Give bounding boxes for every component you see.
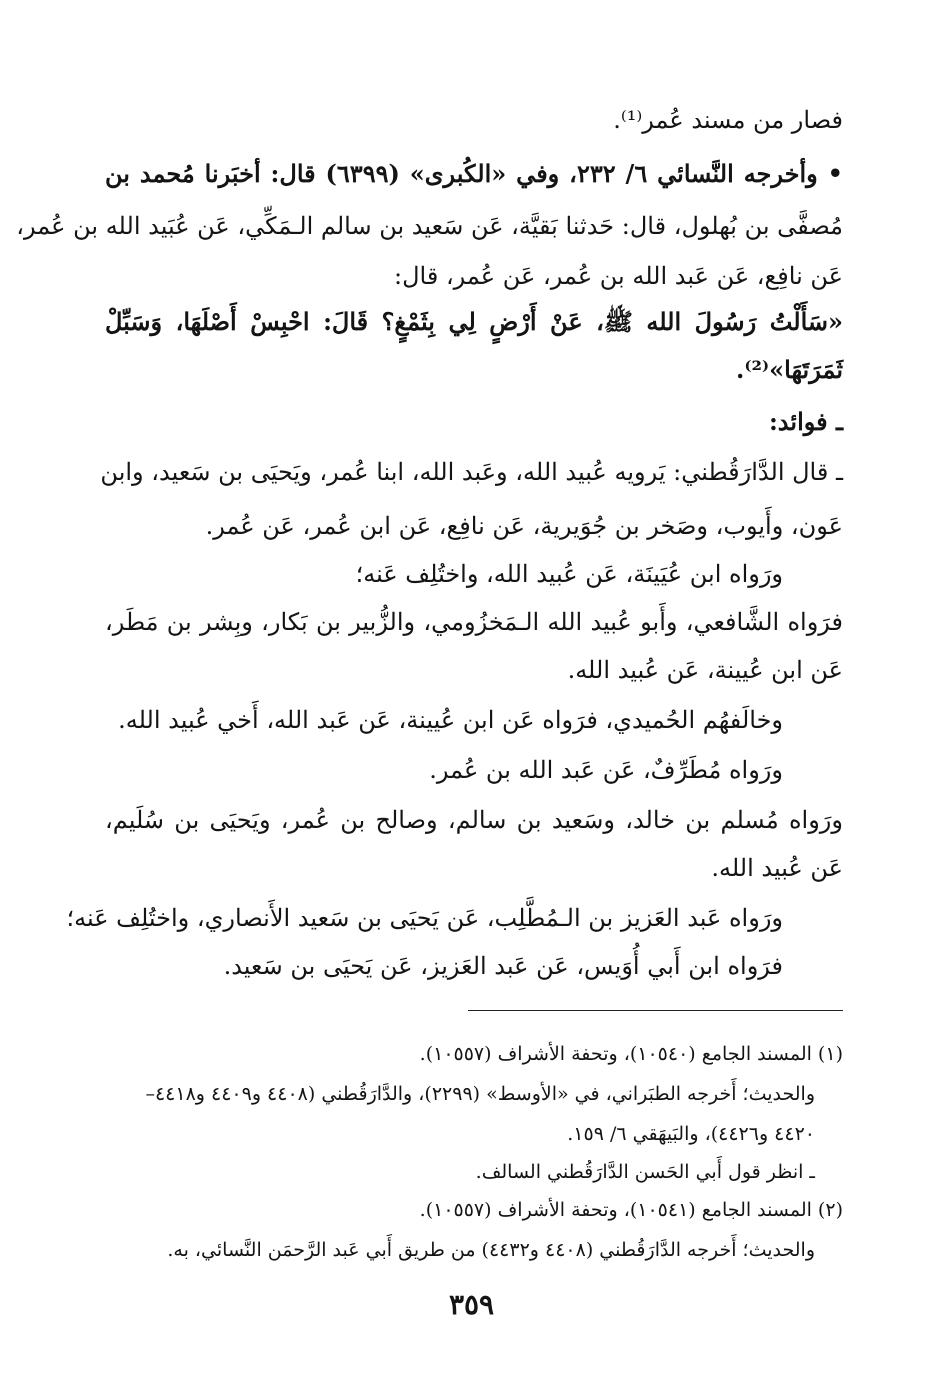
footnote-line: ٤٤٢٠ و٤٤٢٦)، والبَيهَقي ٦/ ١٥٩. [567,1123,815,1145]
footnote-line: (٢) المسند الجامع (١٠٥٤١)، وتحفة الأشراف (١٠٥٥٧). [419,1199,843,1221]
text-line: عَن ابن عُيينة، عَن عُبيد الله. [567,656,843,684]
text-line: عَن نافِع، عَن عَبد الله بن عُمر، عَن عُمر، قال: [394,262,843,290]
text-line: عَن عُبيد الله. [711,854,843,882]
text-line: فصار من مسند عُمر⁽¹⁾. [613,106,843,134]
section-heading: ـ فوائد: [768,407,843,436]
text-line: فرَواه ابن أَبي أُوَيس، عَن عَبد العَزيز، عَن يَحيَى بن سَعيد. [223,952,783,980]
text-line: ورَواه مُطَرِّفٌ، عَن عَبد الله بن عُمر. [429,756,783,784]
text-line: عَون، وأَيوب، وصَخر بن جُوَيرية، عَن نافِع، عَن ابن عُمر، عَن عُمر. [205,512,843,540]
text-line: • وأخرجه النَّسائي ٦/ ٢٣٢، وفي «الكُبرى» (٦٣٩٩) قال: أخبَرنا مُحمد بن [105,159,843,188]
hadith-text-line: ثَمَرَتَهَا»⁽²⁾. [735,355,843,384]
footnote-line: ـ انظر قول أَبي الحَسن الدَّارَقُطني السالف. [475,1161,815,1183]
text-line: ورَواه عَبد العَزيز بن الـمُطَّلِب، عَن يَحيَى بن سَعيد الأَنصاري، واختُلِف عَنه؛ [66,904,783,932]
text-line: مُصفَّى بن بُهلول، قال: حَدثنا بَقيَّة، عَن سَعيد بن سالم الـمَكِّي، عَن عُبَيد الله بن عُمر، [16,212,843,240]
text-line: فرَواه الشَّافعي، وأَبو عُبيد الله الـمَخزُومي، والزُّبير بن بَكار، وبِشر بن مَطَر، [105,608,843,636]
footnote-line: والحديث؛ أَخرجه الدَّارَقُطني (٤٤٠٨ و٤٤٣٢) من طريق أَبي عَبد الرَّحمَن النَّسائي، به. [167,1239,815,1261]
text-line: ورَواه مُسلم بن خالد، وسَعيد بن سالم، وصالح بن عُمر، ويَحيَى بن سُلَيم، [105,806,843,834]
text-line: وخالَفهُم الحُميدي، فرَواه عَن ابن عُيينة، عَن عَبد الله، أَخي عُبيد الله. [118,706,783,734]
footnote-line: والحديث؛ أَخرجه الطبَراني، في «الأوسط» (٢٢٩٩)، والدَّارَقُطني (٤٤٠٨ و٤٤٠٩ و٤٤١٨– [145,1083,815,1105]
text-line: ـ قال الدَّارَقُطني: يَرويه عُبيد الله، وعَبد الله، ابنا عُمر، ويَحيَى بن سَعيد، وابن [100,458,843,486]
hadith-text-line: «سَأَلْتُ رَسُولَ الله ﷺ، عَنْ أَرْضٍ لِي بِثَمْغٍ؟ قَالَ: احْبِسْ أَصْلَهَا، وَسَبِّلْ [105,307,843,336]
page-number: ٣٥٩ [448,1288,495,1321]
footnote-line: (١) المسند الجامع (١٠٥٤٠)، وتحفة الأشراف (١٠٥٥٧). [419,1043,843,1065]
text-line: ورَواه ابن عُيَينَة، عَن عُبيد الله، واختُلِف عَنه؛ [355,560,783,588]
footnote-separator [468,1010,843,1011]
